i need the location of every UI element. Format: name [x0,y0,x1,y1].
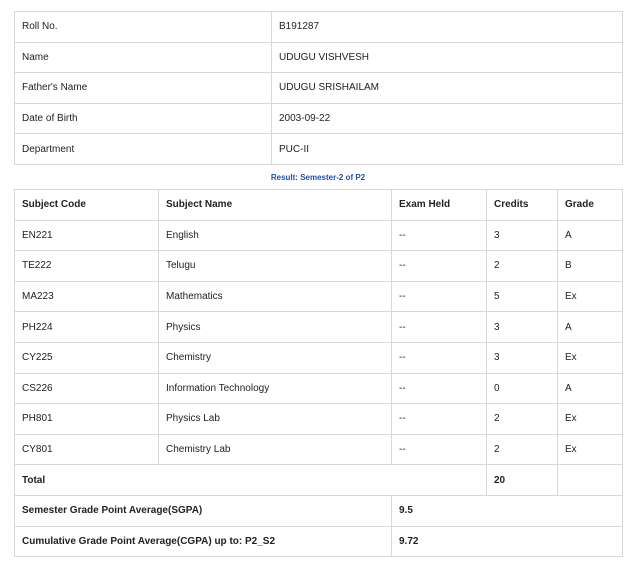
subject-name: Chemistry Lab [159,434,392,465]
info-value: PUC-II [272,134,623,165]
table-row [15,373,623,404]
info-label: Department [15,134,272,165]
subject-name: Telugu [159,251,392,282]
info-row-department [15,134,623,165]
header-grade: Grade [558,190,623,221]
exam-held: -- [392,281,487,312]
subject-code: PH801 [15,404,159,435]
subject-code: TE222 [15,251,159,282]
subject-code: PH224 [15,312,159,343]
subject-name: Physics Lab [159,404,392,435]
subject-code: EN221 [15,220,159,251]
subject-name: Physics [159,312,392,343]
info-row-date-of-birth [15,103,623,134]
exam-held: -- [392,373,487,404]
subject-name: English [159,220,392,251]
header-subject-code: Subject Code [15,190,159,221]
exam-held: -- [392,312,487,343]
table-row [15,404,623,435]
table-row [15,281,623,312]
student-info-table [14,11,623,165]
credits: 2 [487,434,558,465]
header-subject-name: Subject Name [159,190,392,221]
info-value: UDUGU SRISHAILAM [272,73,623,104]
subject-code: CY225 [15,342,159,373]
sgpa-value: 9.5 [392,495,623,526]
total-grade-empty [558,465,623,496]
result-header-row [15,190,623,221]
table-row [15,342,623,373]
result-table [14,189,623,557]
info-label: Date of Birth [15,103,272,134]
info-label: Roll No. [15,12,272,43]
grade: Ex [558,434,623,465]
exam-held: -- [392,434,487,465]
sgpa-row [15,495,623,526]
total-row [15,465,623,496]
result-caption: Result: Semester-2 of P2 [270,173,366,182]
exam-held: -- [392,342,487,373]
subject-code: MA223 [15,281,159,312]
info-row-fathers-name [15,73,623,104]
info-row-name [15,42,623,73]
total-label: Total [15,465,487,496]
sgpa-label: Semester Grade Point Average(SGPA) [15,495,392,526]
info-row-roll-no [15,12,623,43]
info-value: UDUGU VISHVESH [272,42,623,73]
header-credits: Credits [487,190,558,221]
credits: 3 [487,312,558,343]
info-label: Name [15,42,272,73]
table-row [15,434,623,465]
cgpa-value: 9.72 [392,526,623,557]
cgpa-label: Cumulative Grade Point Average(CGPA) up to: P2_S2 [15,526,392,557]
grade: B [558,251,623,282]
grade: A [558,373,623,404]
total-credits: 20 [487,465,558,496]
credits: 2 [487,404,558,435]
info-value: 2003-09-22 [272,103,623,134]
subject-name: Information Technology [159,373,392,404]
info-value: B191287 [272,12,623,43]
credits: 3 [487,220,558,251]
info-label: Father's Name [15,73,272,104]
grade: A [558,312,623,343]
subject-name: Mathematics [159,281,392,312]
credits: 3 [487,342,558,373]
cgpa-row [15,526,623,557]
table-row [15,251,623,282]
exam-held: -- [392,251,487,282]
grade: Ex [558,281,623,312]
exam-held: -- [392,404,487,435]
credits: 2 [487,251,558,282]
grade: A [558,220,623,251]
credits: 5 [487,281,558,312]
subject-name: Chemistry [159,342,392,373]
header-exam-held: Exam Held [392,190,487,221]
exam-held: -- [392,220,487,251]
grade: Ex [558,342,623,373]
table-row [15,312,623,343]
subject-code: CS226 [15,373,159,404]
grade: Ex [558,404,623,435]
table-row [15,220,623,251]
credits: 0 [487,373,558,404]
subject-code: CY801 [15,434,159,465]
